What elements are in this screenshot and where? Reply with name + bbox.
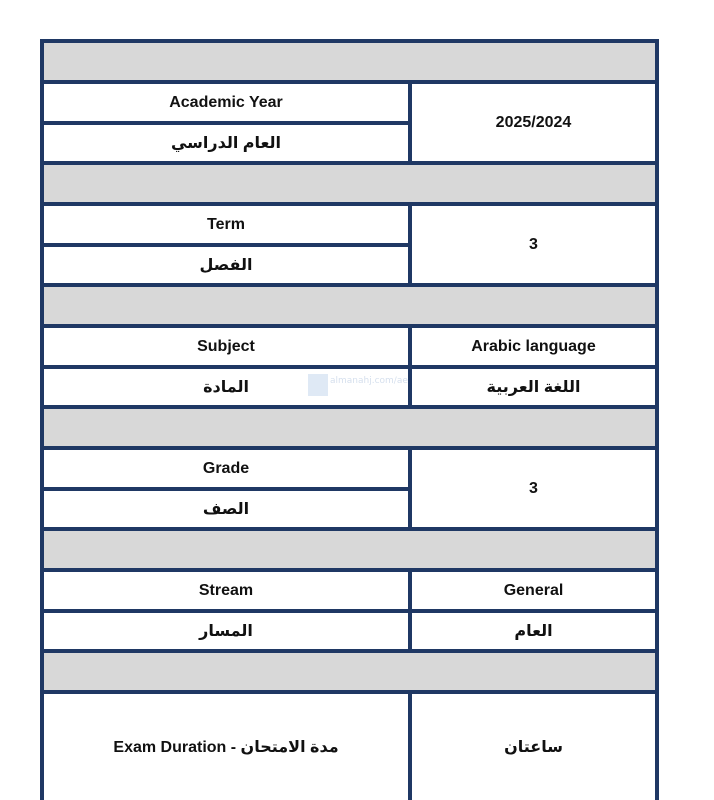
exam-duration-label: Exam Duration - مدة الامتحان — [44, 694, 408, 800]
separator-band — [44, 653, 655, 690]
separator-band — [44, 287, 655, 324]
separator-band — [44, 409, 655, 446]
stream-label-en: Stream — [44, 572, 408, 609]
academic-year-value: 2025/2024 — [412, 84, 655, 161]
grade-label-en: Grade — [44, 450, 408, 487]
term-label-en: Term — [44, 206, 408, 243]
separator-band — [44, 531, 655, 568]
separator-band — [44, 165, 655, 202]
subject-label-en: Subject — [44, 328, 408, 365]
grade-value: 3 — [412, 450, 655, 527]
academic-year-label-en: Academic Year — [44, 84, 408, 121]
watermark-url: almanahj.com/ae — [330, 376, 408, 386]
term-label-ar: الفصل — [44, 247, 408, 283]
subject-value-en: Arabic language — [412, 328, 655, 365]
subject-value-ar: اللغة العربية — [412, 369, 655, 405]
stream-value-en: General — [412, 572, 655, 609]
academic-year-label-ar: العام الدراسي — [44, 125, 408, 161]
stream-label-ar: المسار — [44, 613, 408, 649]
grade-label-ar: الصف — [44, 491, 408, 527]
subject-label-ar: المادة — [44, 369, 408, 405]
stream-value-ar: العام — [412, 613, 655, 649]
exam-duration-value: ساعتان — [412, 694, 655, 800]
term-value: 3 — [412, 206, 655, 283]
separator-band — [44, 43, 655, 80]
